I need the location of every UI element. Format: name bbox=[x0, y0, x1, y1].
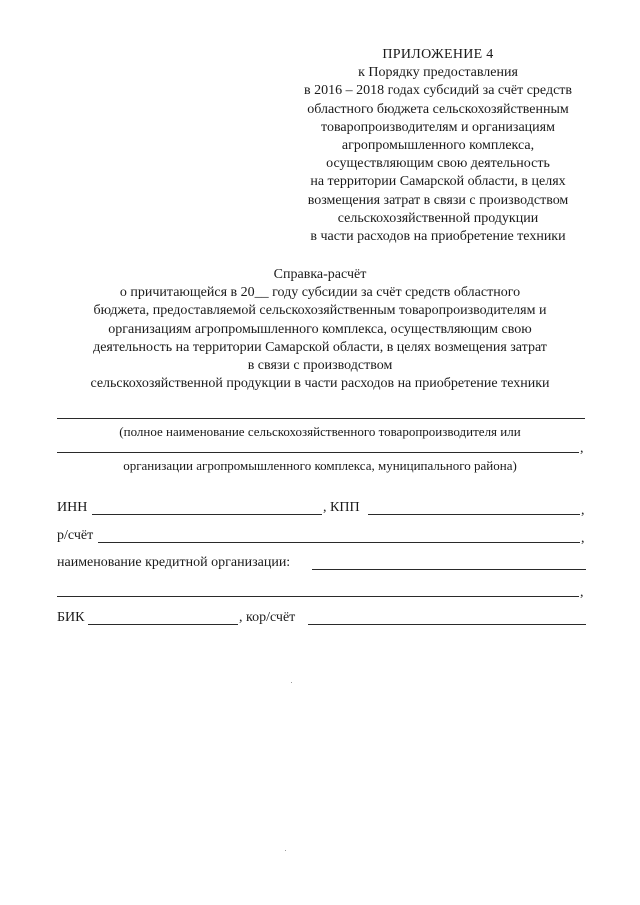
document-title: Справка-расчёт bbox=[273, 267, 367, 282]
kpp-comma: , bbox=[581, 503, 585, 518]
name-field-comma: , bbox=[580, 441, 584, 456]
appendix-line: областного бюджета сельскохозяйственным bbox=[307, 101, 569, 117]
scan-speck bbox=[291, 682, 292, 683]
corr-account-label: , кор/счёт bbox=[239, 610, 296, 625]
account-comma: , bbox=[581, 531, 585, 546]
scan-speck bbox=[285, 850, 286, 851]
bik-label: БИК bbox=[57, 610, 85, 625]
heading-line: сельскохозяйственной продукции в части расходов на приобретение техники bbox=[90, 376, 550, 392]
appendix-line: в части расходов на приобретение техники bbox=[310, 229, 566, 245]
heading-line: в связи с производством bbox=[247, 358, 393, 374]
appendix-line: возмещения затрат в связи с производством bbox=[307, 192, 569, 208]
document-heading bbox=[40, 266, 600, 393]
heading-line: организациям агропромышленного комплекса, осуществляющим свою bbox=[108, 321, 532, 337]
heading-line: о причитающейся в 20__ году субсидии за счёт средств областного bbox=[119, 285, 521, 301]
kpp-field[interactable] bbox=[368, 514, 580, 515]
name-caption-2: организации агропромышленного комплекса, муниципального района) bbox=[123, 458, 517, 473]
appendix-line: к Порядку предоставления bbox=[358, 65, 518, 81]
bik-field[interactable] bbox=[88, 624, 238, 625]
account-field[interactable] bbox=[98, 542, 580, 543]
inn-label: ИНН bbox=[57, 500, 88, 515]
name-field-line-2[interactable] bbox=[57, 452, 579, 453]
kpp-label: , КПП bbox=[323, 500, 360, 515]
appendix-block bbox=[268, 46, 608, 246]
account-label: р/счёт bbox=[57, 528, 94, 543]
bank-label: наименование кредитной организации: bbox=[57, 555, 291, 570]
appendix-line: сельскохозяйственной продукции bbox=[337, 210, 539, 226]
name-caption-1: (полное наименование сельскохозяйственного товаропроизводителя или bbox=[119, 424, 521, 439]
bank-field-2[interactable] bbox=[57, 596, 579, 597]
appendix-line: агропромышленного комплекса, bbox=[341, 138, 535, 154]
appendix-line: товаропроизводителям и организациям bbox=[321, 119, 555, 135]
corr-account-field[interactable] bbox=[308, 624, 586, 625]
appendix-line: осуществляющим свою деятельность bbox=[326, 156, 550, 172]
heading-line: бюджета, предоставляемой сельскохозяйственным товаропроизводителям и bbox=[93, 303, 547, 319]
appendix-title: ПРИЛОЖЕНИЕ 4 bbox=[382, 47, 494, 62]
name-field-line-1[interactable] bbox=[57, 418, 585, 419]
bank-comma: , bbox=[580, 585, 584, 600]
heading-line: деятельность на территории Самарской области, в целях возмещения затрат bbox=[93, 339, 547, 355]
appendix-line: на территории Самарской области, в целях bbox=[310, 174, 566, 190]
appendix-line: в 2016 – 2018 годах субсидий за счёт средств bbox=[303, 83, 573, 99]
bank-field-1[interactable] bbox=[312, 569, 586, 570]
inn-field[interactable] bbox=[92, 514, 322, 515]
